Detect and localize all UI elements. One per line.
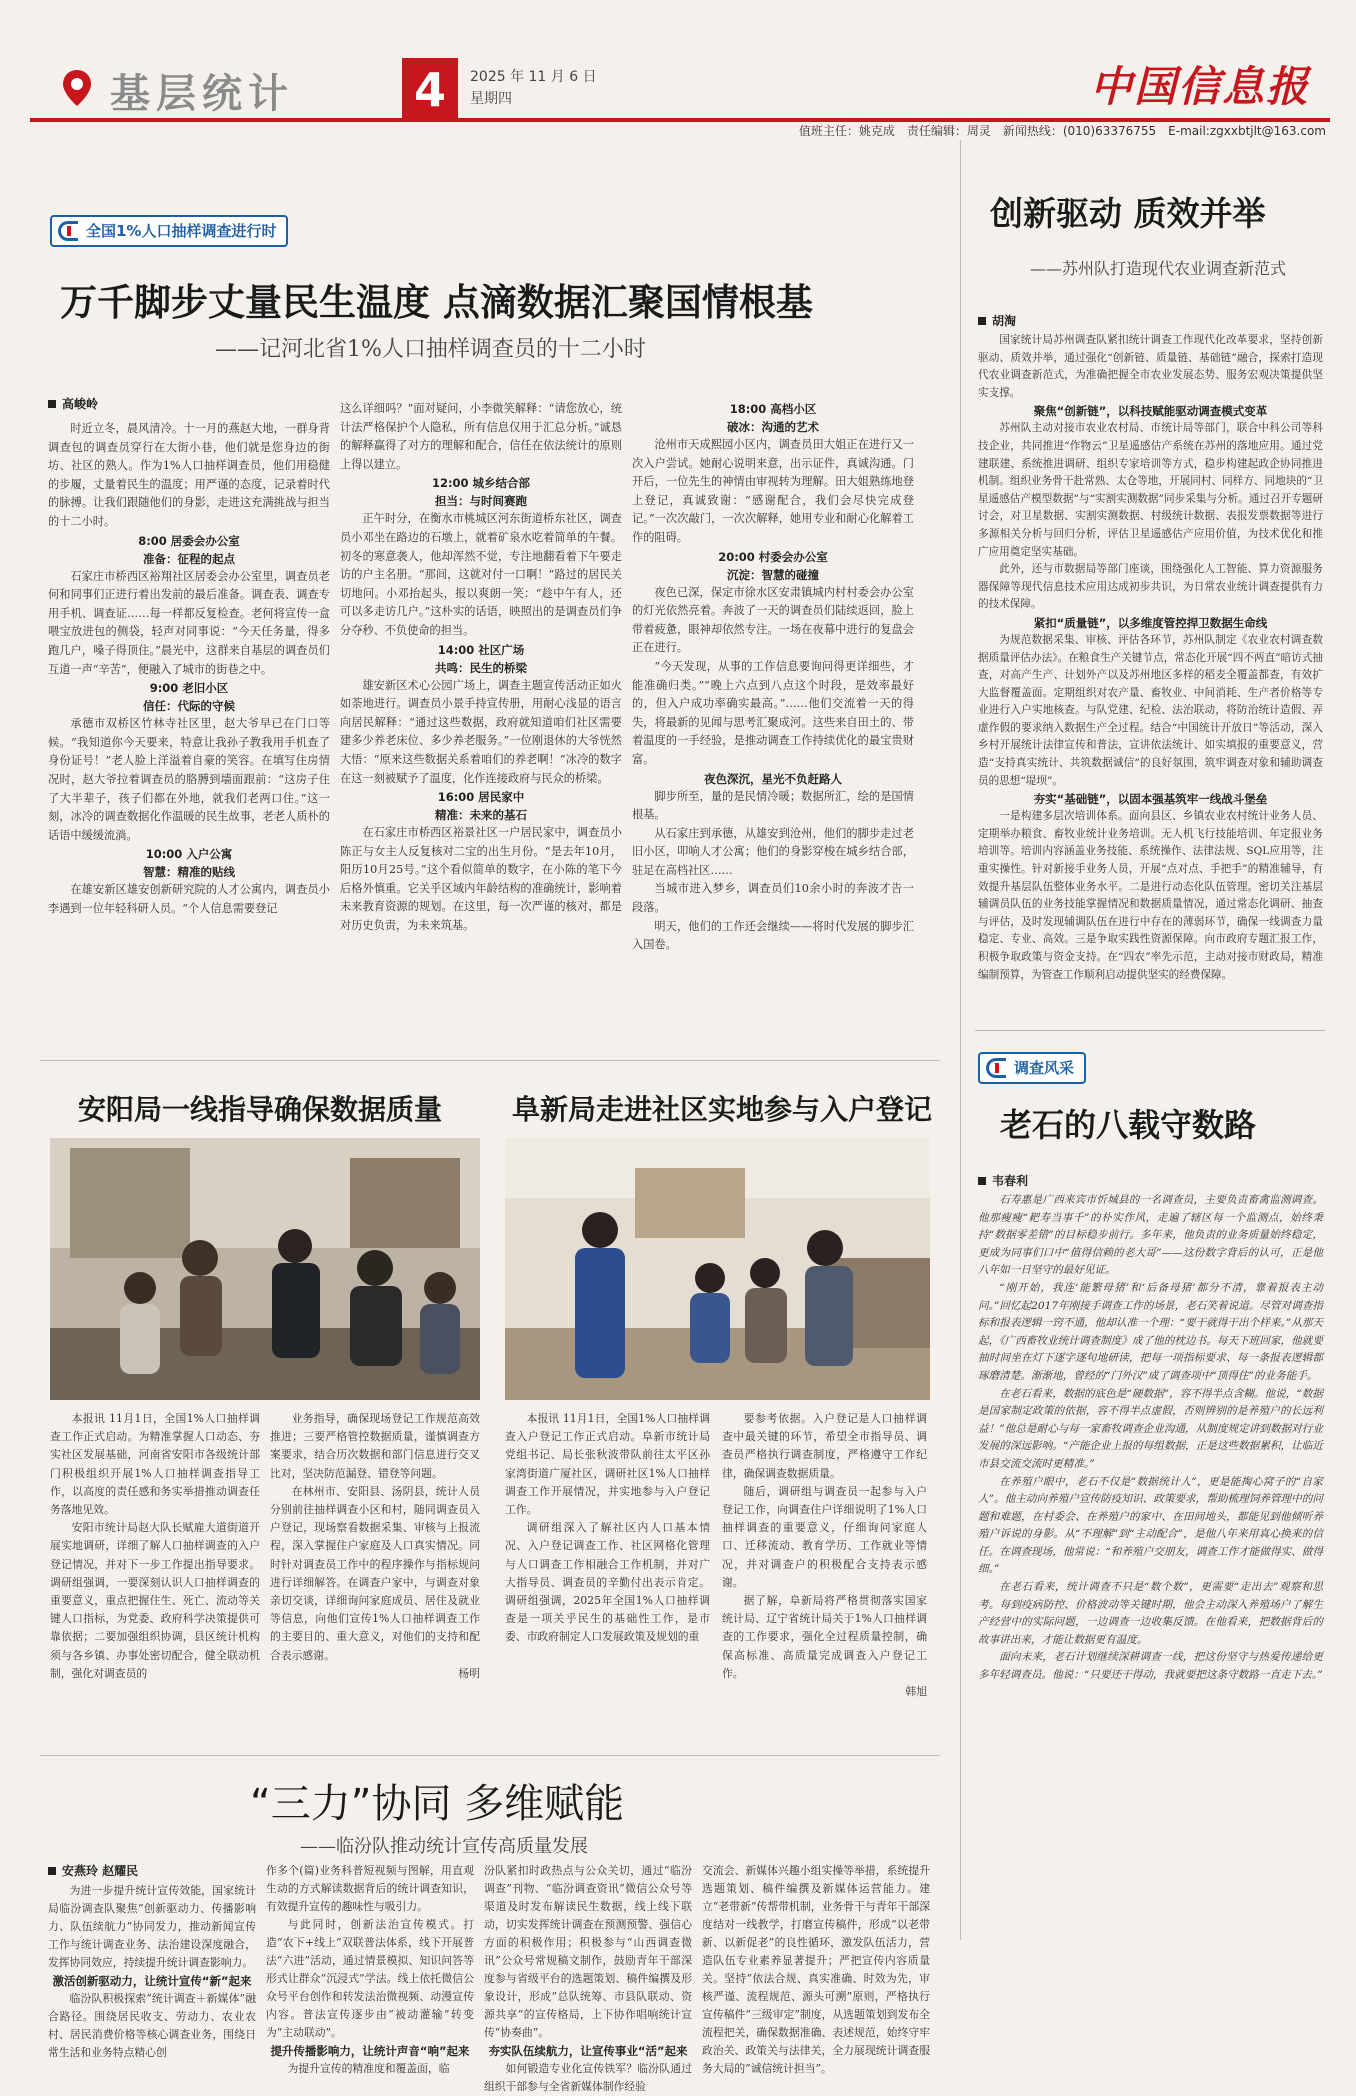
article6-byline: 韦春利: [978, 1172, 1028, 1189]
subheading: 16:00 居民家中: [437, 790, 525, 805]
paragraph: 为进一步提升统计宣传效能，国家统计局临汾调查队聚焦“创新驱动力、传播影响力、队伍续航力”协同发力，推动新闻宣传工作与统计调查业务、法治建设深度融合，发挥协同效应，持续提升统计调查影响力。: [48, 1884, 256, 1969]
paragraph: 据了解，阜新局将严格贯彻落实国家统计局、辽宁省统计局关于1%人口抽样调查的工作要求，强化全过程质量控制，确保高标准、高质量完成调查入户登记工作。: [722, 1594, 927, 1680]
masthead: [30, 48, 1330, 120]
subheading: 10:00 入户公寓: [145, 847, 233, 862]
paragraph: 作多个(篇)业务科普短视频与图解，用直观生动的方式解读数据背后的统计调查知识，有效提升宣传的趣味性与吸引力。: [266, 1864, 474, 1913]
column-divider: [960, 140, 961, 1940]
paragraph: 沧州市天成熙园小区内，调查员田大姐正在进行又一次入户尝试。她耐心说明来意，出示证件，真诚沟通。门开后，一位先生的神情由审视转为理解。田大姐熟练地登上登记，真诚致谢：“感谢配合，我们会尽快完成登记。”一次次敲门，一次次解释，她用专业和耐心化解着工作的阻碍。: [632, 438, 914, 544]
paragraph: 本报讯 11月1日，全国1%人口抽样调查工作正式启动。为精准掌握人口动态、夯实社区发展基础，河南省安阳市各级统计部门积极组织开展1%人口抽样调查指导工作，以高度的责任感和务实举措推动调查任务落地见效。: [50, 1412, 260, 1517]
paragraph: 明天，他们的工作还会继续——将时代发展的脚步汇入国卷。: [632, 919, 914, 952]
paragraph: 苏州队主动对接市农业农村局、市统计局等部门，联合中科公司等科技企业，共同推进“作物云”卫星遥感估产系统在苏州的落地应用。通过党建联建、系统推进调研、组织专家培训等方式，稳步构建起政企协同推进机制。组织业务骨干赴常熟、太仓等地，开展同村、同样方、同地块的“卫星遥感估产模型数据”与“实割实测数据”同步采集与分析。通过召开专题研讨会，对卫星数据、实割实测数据、村级统计数据、表报发票数据等进行多源相关分析与回归分析，评估卫星遥感估产应用价值，为技术优化和推广应用奠定坚实基础。: [978, 422, 1323, 558]
article-author: 杨明: [458, 1666, 480, 1680]
paragraph: “今天发现，从事的工作信息要询问得更详细些，才能准确归类。”“晚上六点到八点这个时段，是效率最好的，但入户成功率确实最高。”……他们交流着一天的得失，将最新的见闻与思考汇聚成河。这些来自田土的、带着温度的一手经验，是推动调查工作持续优化的最宝贵财富。: [632, 659, 914, 766]
article-author: 韩旭: [905, 1685, 927, 1699]
paragraph: 脚步所至，量的是民情冷暖；数据所汇，绘的是国情根基。: [632, 789, 914, 822]
divider: [975, 1030, 1325, 1031]
paragraph: 在养殖户眼中，老石不仅是“数据统计人”，更是能掏心窝子的“自家人”。他主动向养殖户宣传防疫知识、政策要求，帮助梳理饲养管理中的问题和难题，在村委会、在养殖户的家中、在田间地头，都能见到他倾听养殖户诉说的身影。从“不理解”到“主动配合”，是他八年来用真心换来的信任。在调查现场，他常说：“和养殖户交朋友，调查工作才能做得实、做得细。”: [978, 1475, 1323, 1576]
section-tag-icon: [58, 221, 78, 241]
paragraph: 本报讯 11月1日，全国1%人口抽样调查入户登记工作正式启动。阜新市统计局党组书记、局长张秋波带队前往太平区孙家湾街道广厦社区，调研社区1%人口抽样调查工作开展情况，并实地参与入户登记工作。: [505, 1412, 710, 1517]
page-number: 4: [402, 58, 458, 122]
article4-byline: 安燕玲 赵耀民: [48, 1862, 138, 1879]
article1-tag: [50, 215, 288, 247]
subheading: 夜色深沉，星光不负赶路人: [704, 771, 842, 786]
paragraph: 在雄安新区雄安创新研究院的人才公寓内，调查员小李遇到一位年轻科研人员。“个人信息需要登记: [48, 883, 330, 915]
divider: [40, 1060, 940, 1061]
article3-col2: [722, 1410, 927, 1740]
section-tag-icon: [986, 1058, 1006, 1078]
date-text: 2025 年 11 月 6 日: [470, 69, 597, 85]
paragraph: 如何锻造专业化宣传铁军？临汾队通过组织干部参与全省新媒体制作经验: [484, 2062, 692, 2093]
editors-line: 值班主任：姚克成 责任编辑：周灵 新闻热线：(010)63376755 E-mail:zgxxbtjlt@163.com: [798, 124, 1326, 138]
paragraph: 此外，还与市数据局等部门座谈，围绕强化人工智能、算力资源服务器保障等现代信息技术应用达成初步共识，为日常农业统计调查提供有力的技术保障。: [978, 563, 1323, 611]
article1-col2: [340, 400, 622, 1050]
location-pin-icon: [60, 68, 94, 108]
article2-col2: [270, 1410, 480, 1740]
subheading: 激活创新驱动力，让统计宣传“新”起来: [52, 1974, 252, 1988]
issue-date: [470, 66, 597, 110]
article4-col2: [266, 1862, 474, 2075]
article6-headline: 老石的八载守数路: [1000, 1106, 1257, 1144]
article1-byline: 高峻岭: [48, 395, 98, 412]
paragraph: 临汾队积极探索“统计调查＋新媒体”融合路径。围绕居民收支、劳动力、农业农村、居民消费价格等核心调查业务，围绕日常生活和业务特点精心创: [48, 1992, 256, 2059]
paragraph: 要参考依据。入户登记是人口抽样调查中最关键的环节，希望全市指导员、调查员严格执行调查制度，严格遵守工作纪律，确保调查数据质量。: [722, 1412, 927, 1480]
subheading: 9:00 老旧小区: [149, 681, 229, 696]
newspaper-logo: 中国信息报: [1089, 62, 1310, 111]
subheading: 破冰：沟通的艺术: [727, 420, 819, 434]
paragraph: 国家统计局苏州调查队紧扣统计调查工作现代化改革要求，坚持创新驱动、质效并举，通过强化“创新链、质量链、基础链”融合，探索打造现代农业调查新范式，为准确把握全市农业发展态势、服务宏观决策提供坚实支撑。: [978, 334, 1323, 399]
paragraph: 承德市双桥区竹林寺社区里，赵大爷早已在门口等候。“我知道你今天要来，特意让我孙子教我用手机查了身份证号！”老人脸上洋溢着自豪的笑容。在填写住房情况时，赵大爷拉着调查员的胳膊到墙面跟前：“这房子住了大半辈子，孩子们都在外地，就我们老两口住。”这一刻，冰冷的调查数据化作温暖的民生故事，老老人质朴的话语中缓缓流淌。: [48, 717, 330, 842]
paragraph: 雄安新区术心公园广场上，调查主题宣传活动正如火如荼地进行。调查员小景手持宣传册，用耐心浅显的语言向居民解释：“通过这些数据，政府就知道咱们社区需要建多少养老床位、多少养老服务。”一位刚退休的大爷恍然大悟：“原来这些数据关系着咱们的养老啊！”冰冷的数字在这一刻被赋予了温度，化作连接政府与民众的桥梁。: [340, 678, 622, 785]
article3-photo: [505, 1138, 930, 1400]
subheading: 12:00 城乡结合部: [431, 476, 531, 491]
article4-col3: [484, 1862, 692, 2093]
subheading: 担当：与时间赛跑: [435, 494, 527, 509]
article1-col3: [632, 400, 914, 1050]
article1-headline: 万千脚步丈量民生温度 点滴数据汇聚国情根基: [60, 281, 813, 324]
article5-subtitle: ——苏州队打造现代农业调查新范式: [1030, 259, 1287, 278]
article6-tag-label: 调查风采: [1014, 1059, 1075, 1077]
article4-col1: [48, 1882, 256, 2059]
subheading: 14:00 社区广场: [437, 642, 525, 657]
paragraph: 与此同时，创新法治宣传模式。打造“农下+线上”双联普法体系，线下开展普法“六进”活动，通过情景模拟、知识问答等形式让群众“沉浸式”学法。线上依托微信公众号平台创作和转发法治微视频、动漫宣传内容。普法宣传逐步由“被动灌输”转变为“主动联动”。: [266, 1918, 474, 2039]
paragraph: 正午时分，在衡水市桃城区河东街道桥东社区，调查员小邓坐在路边的石墩上，就着矿泉水吃着简单的午餐。初冬的寒意袭人，他却浑然不觉，专注地翻看着下午要走访的户主名册。“那间，这就对付一口啊！”路过的居民关切地问。小邓抬起头，报以爽朗一笑：“趁中午有人，还可以多走访几户。”这朴实的话语，映照出的是调查员们争分夺秒、不负使命的担当。: [340, 512, 622, 637]
paragraph: 面向未来，老石计划继续深耕调查一线，把这份坚守与热爱传递给更多年轻调查员。他说：“只要还干得动，我就要把这条守数路一直走下去。”: [978, 1651, 1323, 1682]
paragraph: “刚开始，我连‘能繁母猪’和‘后备母猪’都分不清，靠着报表主动问。”回忆起2017年刚接手调查工作的场景，老石笑着说道。尽管对调查指标和报表逻辑一窍不通，他却认准一个理：“要干就得干出个样来。”从那天起，《广西畜牧业统计调查制度》成了他的枕边书。每天下班回家，他就要抽时间坐在灯下逐字逐句地研读，把每一项指标要求、每一条报表逻辑都琢磨清楚。渐渐地，曾经的“门外汉”成了调查项中“顶得住”的业务能手。: [978, 1281, 1323, 1382]
paragraph: 业务指导，确保现场登记工作规范高效推进；三要严格管控数据质量，谨慎调查方案要求，结合历次数据和部门信息进行交叉比对，坚决防范漏登、错登等问题。: [270, 1412, 480, 1480]
article4-col4: [702, 1862, 930, 2075]
subheading: 夯实“基础链”，以固本强基筑牢一线战斗堡垒: [1033, 792, 1268, 807]
subheading: 共鸣：民生的桥梁: [435, 660, 527, 675]
article1-col1: [48, 420, 330, 1050]
subheading: 信任：代际的守候: [143, 699, 235, 714]
article6-tag: [978, 1052, 1086, 1084]
paragraph: 随后，调研组与调查员一起参与入户登记工作，向调查住户详细说明了1%人口抽样调查的重要意义，仔细询问家庭人口、迁移流动、教育学历、工作就业等情况，并对调查户的积极配合支持表示感谢。: [722, 1484, 927, 1589]
subheading: 8:00 居委会办公室: [138, 533, 240, 548]
article2-headline: 安阳局一线指导确保数据质量: [78, 1093, 443, 1126]
paragraph: 时近立冬，晨风清冷。十一月的燕赵大地，一群身背调查包的调查员穿行在大街小巷，他们就是您身边的街坊、社区的熟人。作为1%人口抽样调查员，他们用稳健的步履，丈量着民生的温度；用严谨的态度，记录着时代的脉搏。让我们跟随他们的身影，走进这充满挑战与担当的十二小时。: [48, 422, 330, 528]
article1-tag-label: 全国1%人口抽样调查进行时: [86, 222, 277, 240]
subheading: 智慧：精准的贴线: [143, 865, 235, 880]
subheading: 紧扣“质量链”，以多维度管控捍卫数据生命线: [1033, 615, 1268, 630]
paragraph: 为提升宣传的精准度和覆盖面，临: [287, 2062, 450, 2075]
paragraph: 调研组深入了解社区内人口基本情况、入户登记调查工作、社区网格化管理与人口调查工作相融合工作机制，并对广大指导员、调查员的辛勤付出表示肯定。调研组强调，2025年全国1%人口抽样调查是一项关乎民生的基础性工作，是市委、市政府制定人口发展政策及规划的重: [505, 1521, 710, 1644]
subheading: 提升传播影响力，让统计声音“响”起来: [270, 2044, 470, 2058]
article2-col1: [50, 1410, 260, 1740]
paragraph: 汾队紧扣时政热点与公众关切，通过“临汾调查”刊物、“临汾调查资讯”微信公众号等渠道及时发布解读民生数据，线上线下联动，切实发挥统计调查在预测预警、强信心方面的积极作用；积极参与“山西调查微讯”公众号常规稿文制作，鼓励青年干部深度参与省级平台的选题策划、稿件编撰及形象设计，形成“总队统筹、市县队联动、资源共享”的宣传格局，上下协作唱响统计宣传“协奏曲”。: [484, 1864, 692, 2039]
subheading: 夯实队伍续航力，让宣传事业“活”起来: [488, 2044, 688, 2058]
paragraph: 当城市进入梦乡，调查员们10余小时的奔波才告一段落。: [632, 882, 914, 915]
article3-headline: 阜新局走进社区实地参与入户登记: [512, 1093, 933, 1126]
article4-headline: “三力”协同 多维赋能: [250, 1781, 625, 1827]
subheading: 沉淀：智慧的碰撞: [727, 567, 819, 582]
paragraph: 从石家庄到承德，从雄安到沧州，他们的脚步走过老旧小区，叩响人才公寓；他们的身影穿梭在城乡结合部，驻足在高档社区……: [632, 826, 914, 877]
article5-byline: 胡淘: [978, 312, 1016, 329]
paragraph: 在林州市、安阳县、汤阴县，统计人员分别前往抽样调查小区和村，随同调查员入户登记，现场察看数据采集、审核与上报流程，深入掌握住户家庭及人口真实情况。同时针对调查员工作中的程序操作与指标规问进行详细解答。在调查户家中，与调查对象亲切交谈，详细询问家庭成员、居住及就业等信息，向他们宣传1%人口抽样调查工作的主要目的、重大意义，对他们的支持和配合表示感谢。: [270, 1484, 480, 1662]
photo-registration-image: [505, 1138, 930, 1400]
subheading: 20:00 村委会办公室: [718, 549, 828, 564]
subheading: 18:00 高档小区: [729, 402, 817, 416]
paragraph: 一是构建多层次培训体系。面向县区、乡镇农业农村统计业务人员、定期举办粮食、畜牧业统计业务培训。无人机飞行技能培训、年定报业务培训等。培训内容涵盖业务技能、系统操作、法律法规、SQL应用等，注重实操性。针对新接手业务人员，开展“点对点、手把手”的精准辅导，有效提升基层队伍整体业务水平。二是进行动态化队伍管理。密切关注基层辅调员队伍的业务技能掌握情况和数据质量情况，通过常态化调研、抽查与评估，及时发现辅调队伍在进行中存在的薄弱环节，确保一线调查力量稳定、专业、高效。三是争取实践性资源保障。向市政府专题汇报工作，积极争取政策与资金支持。在“四农”率先示范，主动对接市财政局，精准编制预算，为管查工作顺利启动提供坚实的经费保障。: [978, 810, 1323, 981]
paragraph: 在老石看来，数据的底色是“硬数据”，容不得半点含糊。他说，“数据是国家制定政策的依据，容不得半点虚假，否则辨别的是养殖户的长远利益！”他总是耐心与每一家畜牧调查企业沟通，从制度规定讲到数据对行业发展的深远影响。“产能企业上报的每组数据，正是这些数据累积，让临近市县交流交流时更精准。”: [978, 1387, 1323, 1470]
paragraph: 交流会、新媒体兴趣小组实操等举措，系统提升选题策划、稿件编撰及新媒体运营能力。建立“老带新”传帮带机制，业务骨干与青年干部深度结对一线教学，打磨宣传稿件，形成“以老带新、以新促老”的良性循环，激发队伍活力，营造队伍专业素养显著提升；严把宣传内容质量关。坚持“依法合规、真实准确、时效为先，审核严谨、流程规范、源头可溯”原则，严格执行宣传稿件“三级审定”制度，从选题策划到发布全流程把关，确保数据准确、表述规范，始终守牢政治关、政策关与法律关，全力展现统计调查服务大局的“诚信统计担当”。: [702, 1864, 930, 2075]
paragraph: 安阳市统计局赵大队长赋雇大道街道开展实地调研，详细了解人口抽样调查的入户登记情况，并对下一步工作提出指导要求。调研组强调，一要深刻认识人口抽样调查的重要意义，重点把握住生、死亡、流动等关键人口指标，为党委、政府科学决策提供可靠依据；二要加强组织协调，县区统计机构须与各乡镇、办事处密切配合，健全联动机制，强化对调查员的: [50, 1521, 260, 1680]
section-name: 基层统计: [110, 71, 294, 117]
weekday-text: 星期四: [470, 91, 512, 107]
article1-subtitle: ——记河北省1%人口抽样调查员的十二小时: [215, 337, 646, 362]
paragraph: 夜色已深，保定市徐水区安肃镇城内村村委会办公室的灯光依然亮着。奔波了一天的调查员们陆续返回，脸上带着疲惫，眼神却依然专注。一场在夜幕中进行的复盘会正在进行。: [632, 585, 914, 655]
article2-photo: [50, 1138, 480, 1400]
paragraph: 石家庄市桥西区裕翔社区居委会办公室里，调查员老何和同事们正进行着出发前的最后准备。调查表、调查专用手机、调查证……每一样都反复检查。老何将宣传一盒喂宝放进包的侧袋，轻声对同事说：“今天任务量，得多跑几户，嗓子得顶住。”晨光中，这群来自基层的调查员们互道一声“辛苦”，便融入了城市的街巷之中。: [48, 569, 330, 676]
article5-headline: 创新驱动 质效并举: [990, 194, 1266, 233]
paragraph: 在石家庄市桥西区裕景社区一户居民家中，调查员小陈正与女主人反复核对二宝的出生月份。“是去年10月，阳历10月25号。”这个看似简单的数字，在小陈的笔下今后格外慎重。它关乎区域内年龄结构的准确统计，影响着未来教育资源的规划。在这里，每一次严谨的核对，都是对历史负责，为未来筑基。: [340, 826, 622, 933]
photo-guidance-image: [50, 1138, 480, 1400]
subheading: 准备：征程的起点: [143, 551, 235, 566]
article5-body: [978, 332, 1323, 1007]
paragraph: 这么详细吗？”面对疑问，小李微笑解释：“请您放心，统计法严格保护个人隐私，所有信息仅用于汇总分析。”诚恳的解释赢得了对方的理解和配合，信任在依法统计的原则上得以建立。: [340, 402, 622, 471]
paragraph: 石寿惠是广西来宾市忻城县的一名调查员，主要负责畜禽监测调查。他那瘦瘦“耙寿当事千”的朴实作风，走遍了辖区每一个监测点，始终秉持“数据零差错”的目标稳步前行。多年来，他负责的业务质量始终稳定，更成为同事们口中“值得信赖的老大哥”——这份数字背后的认可，正是他八年如一日坚守的最好见证。: [978, 1194, 1323, 1277]
article3-col1: [505, 1410, 710, 1740]
article6-body: [978, 1192, 1323, 1952]
subheading: 聚焦“创新链”，以科技赋能驱动调查模式变革: [1033, 404, 1268, 419]
subheading: 精准：未来的基石: [435, 808, 527, 823]
divider: [40, 1755, 940, 1756]
article4-subtitle: ——临汾队推动统计宣传高质量发展: [300, 1836, 588, 1857]
paragraph: 在老石看来，统计调查不只是“数个数”，更需要“走出去”观察和思考。每到疫病防控、价格波动等关键时期，他会主动深入养殖场户了解生产经营中的实际问题，一边调查一边收集反馈。在他看来，把数据背后的故事讲出来，才能让数据更有温度。: [978, 1581, 1323, 1646]
paragraph: 为规范数据采集、审核、评估各环节，苏州队制定《农业农村调查数据质量评估办法》。在粮食生产关键节点，常态化开展“四不两直”暗访式抽查，对高产生产、计划外产以及苏州地区多样的稻麦全覆盖都查，有效扩大监督覆盖面。定期组织对农产量、畜牧业、中间消耗、生产者价格等专业进行入户实地核查。与队党建、纪检、法治联动，将防治统计造假、弄虚作假的要求纳入数据生产全过程。结合“中国统计开放日”等活动，深入乡村开展统计法律宣传和普法，宣讲依法统计、如实填报的重要意义，营造“支持真实统计、共筑数据诚信”的良好氛围，筑牢调查对象和辅助调查员的思想“堤坝”。: [978, 633, 1323, 787]
